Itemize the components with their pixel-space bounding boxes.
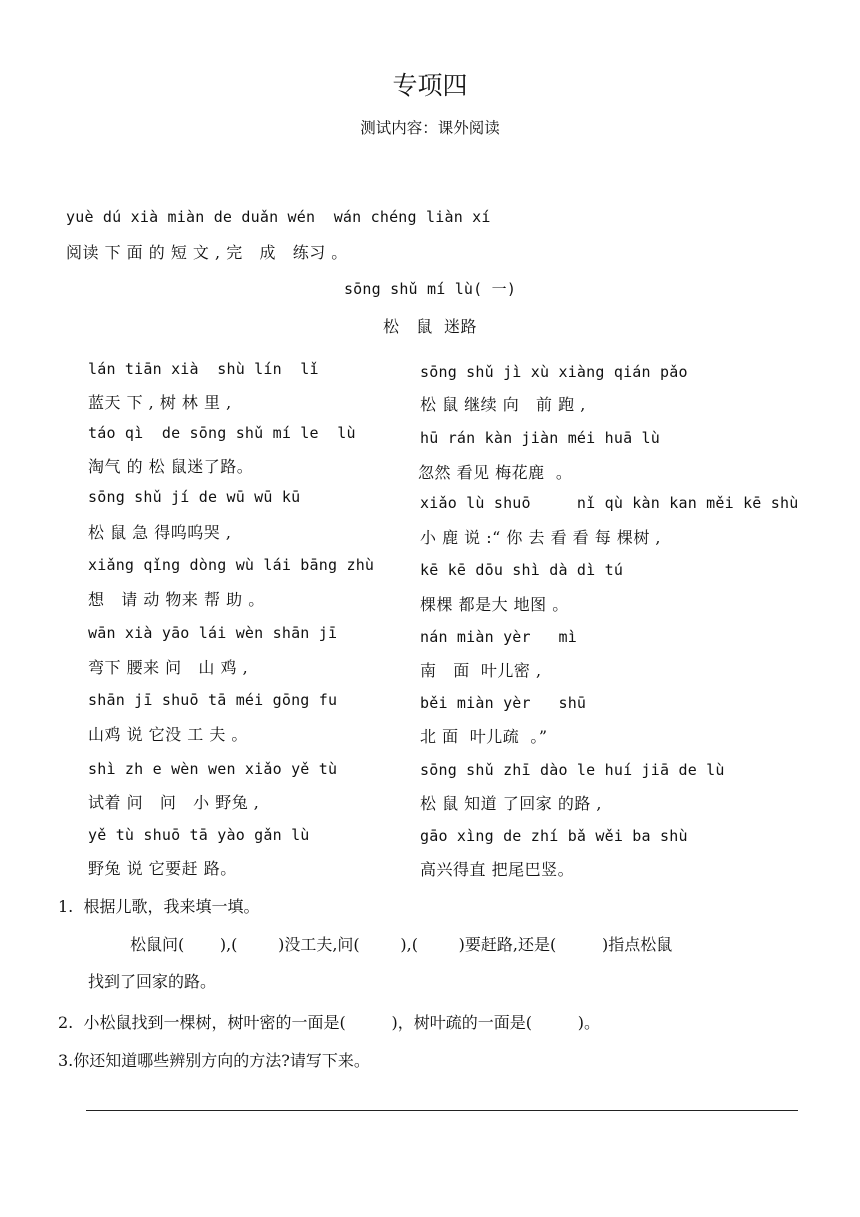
poem-line-text: 松 鼠 急 得呜呜哭 , — [88, 523, 232, 542]
poem-line-pinyin: nán miàn yèr mì — [420, 628, 577, 646]
poem-line-pinyin: shān jī shuō tā méi gōng fu — [88, 691, 338, 709]
poem-line-text: 想 请 动 物来 帮 助 。 — [88, 590, 265, 609]
poem-line-pinyin: táo qì de sōng shǔ mí le lù — [88, 424, 356, 442]
poem-line-pinyin: gāo xìng de zhí bǎ wěi ba shù — [420, 827, 688, 845]
poem-line-text: 弯下 腰来 问 山 鸡 , — [88, 658, 249, 677]
poem-line-text: 忽然 看见 梅花鹿 。 — [418, 463, 573, 482]
instruction-text: 阅读 下 面 的 短 文 , 完 成 练习 。 — [66, 243, 348, 262]
question-1-line2: 找到了回家的路。 — [88, 972, 217, 991]
page-title: 专项四 — [392, 71, 468, 100]
poem-line-text: 棵棵 都是大 地图 。 — [420, 595, 569, 614]
question-2: 2. 小松鼠找到一棵树，树叶密的一面是( )，树叶疏的一面是( )。 — [58, 1013, 600, 1032]
poem-line-pinyin: běi miàn yèr shū — [420, 694, 587, 712]
poem-title: 松 鼠 迷路 — [383, 317, 477, 336]
question-1-label: 1. 根据儿歌，我来填一填。 — [58, 897, 260, 916]
poem-line-text: 山鸡 说 它没 工 夫 。 — [88, 725, 248, 744]
poem-line-pinyin: xiǎo lù shuō nǐ qù kàn kan měi kē shù — [420, 494, 799, 512]
poem-line-pinyin: wān xià yāo lái wèn shān jī — [88, 624, 338, 642]
page-subtitle: 测试内容：课外阅读 — [360, 119, 500, 137]
poem-line-pinyin: yě tù shuō tā yào gǎn lù — [88, 826, 310, 844]
poem-line-pinyin: xiǎng qǐng dòng wù lái bāng zhù — [88, 556, 375, 574]
poem-line-text: 松 鼠 知道 了回家 的路 , — [420, 794, 603, 813]
answer-line[interactable] — [86, 1110, 798, 1111]
poem-title-pinyin: sōng shǔ mí lù( 一) — [343, 280, 517, 298]
instruction-pinyin: yuè dú xià miàn de duǎn wén wán chéng liàn xí — [66, 208, 491, 226]
poem-line-pinyin: lán tiān xià shù lín lǐ — [88, 360, 319, 378]
poem-line-pinyin: hū rán kàn jiàn méi huā lù — [420, 429, 660, 447]
poem-line-text: 北 面 叶儿疏 。” — [420, 727, 548, 746]
poem-line-pinyin: sōng shǔ jì xù xiàng qián pǎo — [420, 363, 688, 381]
poem-line-text: 野兔 说 它要赶 路。 — [88, 859, 237, 878]
question-1-line1: 松鼠问( ),( )没工夫,问( ),( )要赶路,还是( )指点松鼠 — [130, 935, 673, 954]
poem-line-pinyin: sōng shǔ jí de wū wū kū — [88, 488, 301, 506]
poem-line-text: 蓝天 下 , 树 林 里 , — [88, 393, 232, 412]
poem-line-text: 高兴得直 把尾巴竖。 — [420, 860, 575, 879]
poem-line-text: 试着 问 问 小 野兔 , — [88, 793, 260, 812]
poem-line-text: 松 鼠 继续 向 前 跑 , — [420, 395, 586, 414]
poem-line-text: 小 鹿 说 :“ 你 去 看 看 每 棵树 , — [420, 528, 662, 547]
poem-line-text: 南 面 叶儿密 , — [420, 661, 542, 680]
poem-line-pinyin: kē kē dōu shì dà dì tú — [420, 561, 624, 579]
poem-line-pinyin: sōng shǔ zhī dào le huí jiā de lù — [420, 761, 725, 779]
poem-line-text: 淘气 的 松 鼠迷了路。 — [88, 457, 254, 476]
question-3: 3.你还知道哪些辨别方向的方法?请写下来。 — [58, 1051, 370, 1070]
poem-line-pinyin: shì zh e wèn wen xiǎo yě tù — [88, 760, 338, 778]
